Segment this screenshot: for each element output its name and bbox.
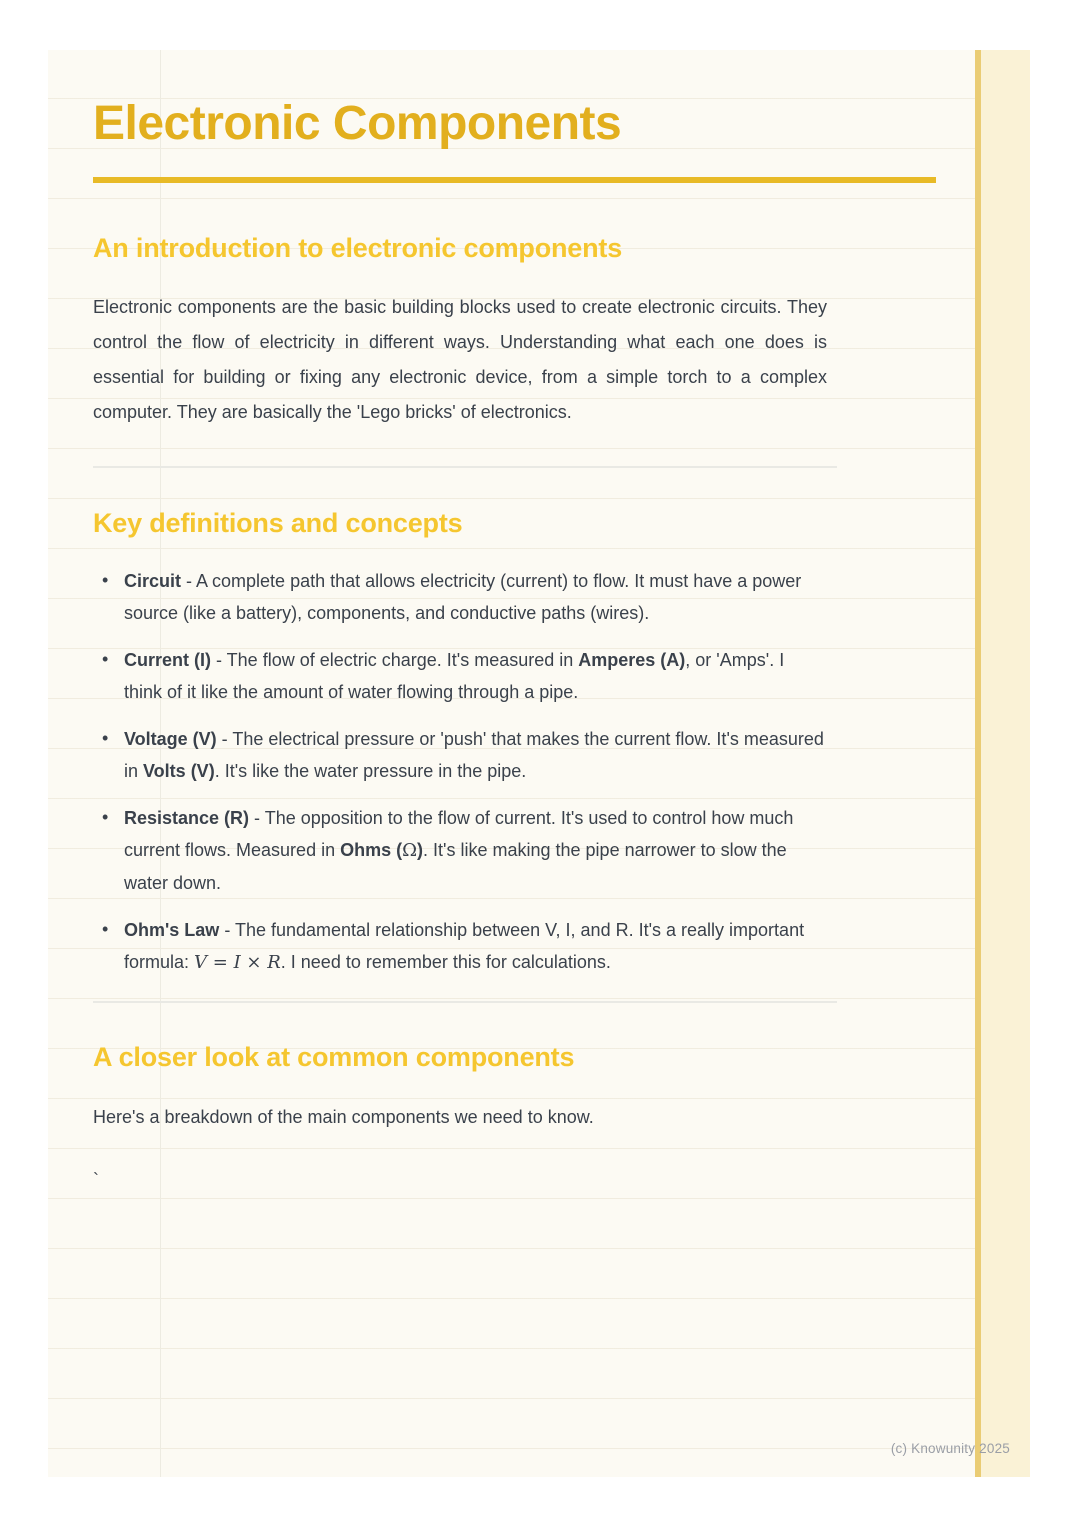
stray-backtick: `	[93, 1169, 99, 1190]
section-closer-look	[93, 1042, 827, 1189]
section-introduction	[93, 233, 827, 430]
document-page	[48, 50, 1030, 1477]
section-heading-closer-look: A closer look at common components	[93, 1041, 575, 1072]
notebook-accent-bar	[975, 50, 981, 1477]
closer-look-paragraph: Here's a breakdown of the main components we need to know.	[93, 1106, 594, 1127]
definitions-list	[93, 565, 827, 979]
notebook-side-strip	[981, 50, 1030, 1477]
page-title: Electronic Components	[93, 97, 622, 150]
definition-item-voltage: • Voltage (V) - The electrical pressure or 'push' that makes the current flow. It's measured in Volts (V). It's like the water pressure in the pipe.	[93, 723, 827, 787]
section-heading-introduction: An introduction to electronic components	[93, 232, 623, 263]
copyright-footer: (c) Knowunity 2025	[890, 1441, 1010, 1456]
section-divider	[93, 466, 837, 468]
document-content	[48, 50, 827, 1189]
intro-paragraph: Electronic components are the basic building blocks used to create electronic circuits. They control the flow of electricity in different ways. Understanding what each one does is essential for building or fixing any electronic device, from a simple torch to a complex computer. They are basically the 'Lego bricks' of electronics.	[93, 296, 827, 422]
definition-item-ohms-law: • Ohm's Law - The fundamental relationship between V, I, and R. It's a really important formula: V = I × R. I need to remember this for calculations.	[93, 914, 827, 979]
section-divider	[93, 1001, 837, 1003]
definition-item-circuit: • Circuit - A complete path that allows electricity (current) to flow. It must have a power source (like a battery), components, and conductive paths (wires).	[93, 565, 827, 629]
section-heading-definitions: Key definitions and concepts	[93, 507, 463, 538]
section-definitions	[93, 508, 827, 979]
definition-item-current: • Current (I) - The flow of electric charge. It's measured in Amperes (A), or 'Amps'. I think of it like the amount of water flowing through a pipe.	[93, 644, 827, 708]
title-underline	[93, 177, 936, 183]
definition-item-resistance: • Resistance (R) - The opposition to the flow of current. It's used to control how much current flows. Measured in Ohms (Ω). It's like making the pipe narrower to slow the water down.	[93, 802, 827, 899]
